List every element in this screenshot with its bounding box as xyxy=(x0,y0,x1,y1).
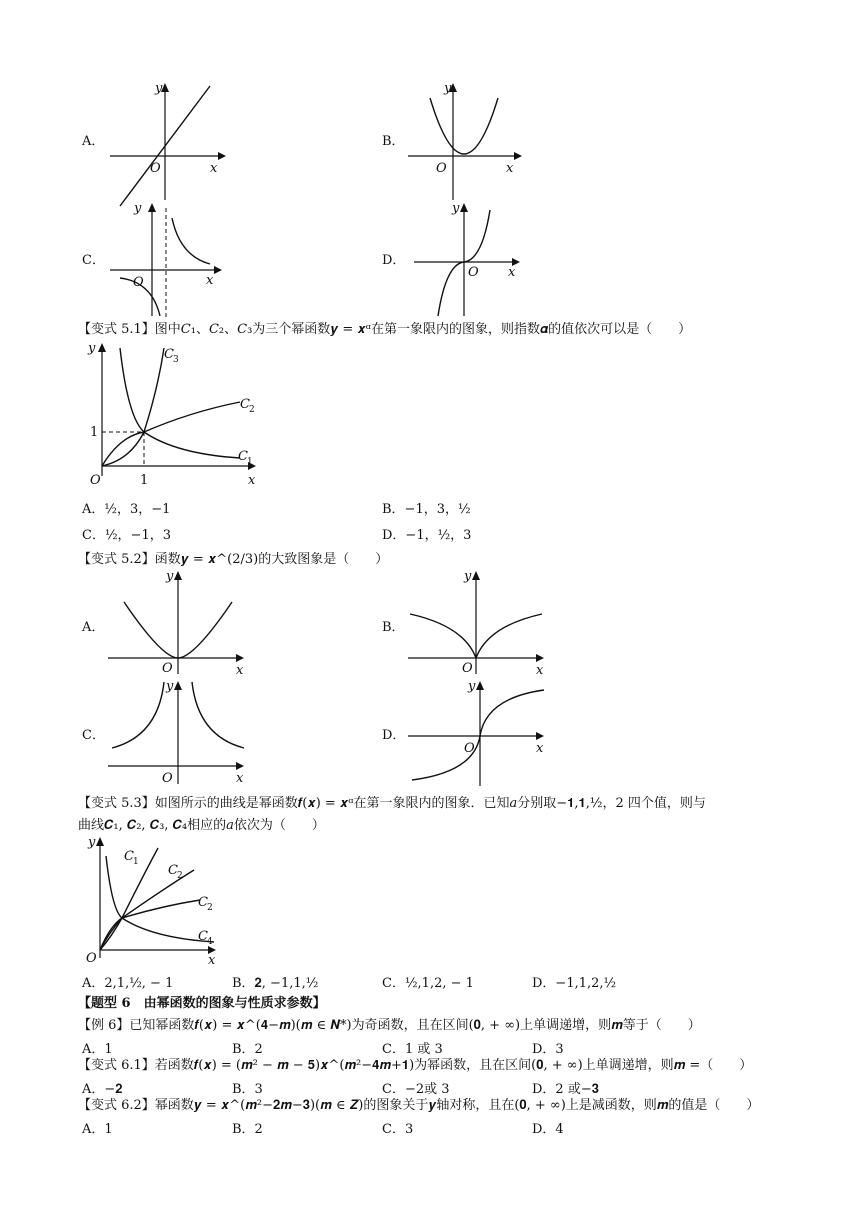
v61-option-d[interactable]: D．2 或−𝟑 xyxy=(532,1082,599,1097)
v61-option-c[interactable]: C．−2或 3 xyxy=(382,1082,450,1097)
option-b-label: B． xyxy=(382,134,405,149)
svg-text:1: 1 xyxy=(133,857,139,867)
x-label: x xyxy=(508,265,516,280)
v53-option-d[interactable]: D．−1,1,2,½ xyxy=(532,976,617,991)
svg-text:2: 2 xyxy=(249,405,255,415)
svg-text:x: x xyxy=(208,953,216,968)
graph-c xyxy=(100,198,240,320)
e6-stem: 【例 6】已知幂函数𝒇(𝒙) = 𝒙^(𝟒−𝒎)(𝒎 ∈ 𝑵*)为奇函数，且在区间(𝟎, + ∞)上单调递增，则𝒎等于（ ） xyxy=(78,1018,701,1033)
graph-d xyxy=(406,198,536,320)
svg-text:2: 2 xyxy=(207,903,213,913)
v61-option-a[interactable]: A．−𝟐 xyxy=(82,1082,123,1097)
svg-text:y: y xyxy=(166,679,174,694)
v52-option-a-label[interactable]: A． xyxy=(82,620,105,635)
v62-option-a[interactable]: A．1 xyxy=(82,1122,113,1137)
svg-text:O: O xyxy=(162,661,173,676)
tick-1-y: 1 xyxy=(90,425,99,440)
v52-graph-d xyxy=(404,676,554,788)
svg-text:O: O xyxy=(86,951,97,966)
x-label: x xyxy=(210,161,218,176)
x-label: x xyxy=(206,273,214,288)
c1-label: C xyxy=(238,449,248,464)
tick-1-x: 1 xyxy=(140,473,149,488)
v62-option-d[interactable]: D．4 xyxy=(532,1122,564,1137)
svg-text:x: x xyxy=(236,663,244,678)
v53-figure xyxy=(82,834,232,968)
svg-text:O: O xyxy=(464,741,475,756)
v52-option-b-label[interactable]: B． xyxy=(382,620,405,635)
option-a-label: A． xyxy=(82,134,105,149)
y-label: y xyxy=(134,201,142,216)
v62-option-b[interactable]: B．2 xyxy=(232,1122,263,1137)
svg-text:x: x xyxy=(236,771,244,786)
v52-option-c-label[interactable]: C． xyxy=(82,728,105,743)
y-label: y xyxy=(88,341,96,356)
svg-text:x: x xyxy=(536,741,544,756)
v51-figure xyxy=(80,338,270,486)
v62-stem: 【变式 6.2】幂函数𝒚 = 𝒙^(𝒎²−𝟐𝒎−𝟑)(𝒎 ∈ 𝒁)的图象关于𝒚轴对称，且在(𝟎, + ∞)上是减函数，则𝒎的值是（ ） xyxy=(78,1098,760,1113)
c4-label: C xyxy=(198,929,208,944)
y-label: y xyxy=(452,201,460,216)
svg-text:1: 1 xyxy=(247,457,253,467)
c2-label-second: C xyxy=(198,895,208,910)
v61-stem: 【变式 6.1】若函数𝒇(𝒙) = (𝒎² − 𝒎 − 𝟓)𝒙^(𝒎²−𝟒𝒎+𝟏)为幂函数，且在区间(𝟎, + ∞)上单调递增，则𝒎 =（ ） xyxy=(78,1058,753,1073)
v52-graph-b xyxy=(404,566,554,678)
v51-option-b[interactable]: B．−1，3，½ xyxy=(382,502,471,517)
v53-stem-line1: 【变式 5.3】如图所示的曲线是幂函数𝒇(𝒙) = 𝒙ᵅ在第一象限内的图象．已知𝑎分别取−𝟏,𝟏,½，2 四个值，则与 xyxy=(78,796,706,811)
v53-option-c[interactable]: C．½,1,2, − 1 xyxy=(382,976,474,991)
option-d-label: D． xyxy=(382,253,406,268)
option-c-label: C． xyxy=(82,253,105,268)
graph-b xyxy=(398,78,538,208)
y-label: y xyxy=(155,81,163,96)
origin-label: O xyxy=(150,161,161,176)
svg-text:x: x xyxy=(536,663,544,678)
origin-label: O xyxy=(436,161,447,176)
c1-label: C xyxy=(124,849,134,864)
v51-option-a[interactable]: A．½，3，−1 xyxy=(82,502,171,517)
svg-text:y: y xyxy=(166,569,174,584)
c2-label: C xyxy=(240,397,250,412)
svg-text:y: y xyxy=(464,569,472,584)
e6-option-c[interactable]: C．1 或 3 xyxy=(382,1042,443,1057)
v52-stem: 【变式 5.2】函数𝒚 = 𝒙^(2/3)的大致图象是（ ） xyxy=(78,552,389,567)
x-label: x xyxy=(506,161,514,176)
y-label: y xyxy=(444,81,452,96)
v62-option-c[interactable]: C．3 xyxy=(382,1122,414,1137)
v51-stem: 【变式 5.1】图中𝐶₁、𝐶₂、𝐶₃为三个幂函数𝒚 = 𝒙ᵅ在第一象限内的图象，则指数𝜶的值依次可以是（ ） xyxy=(78,322,692,337)
v61-option-b[interactable]: B．3 xyxy=(232,1082,263,1097)
origin-label: O xyxy=(133,275,144,290)
svg-text:3: 3 xyxy=(173,355,179,365)
e6-option-d[interactable]: D．3 xyxy=(532,1042,564,1057)
svg-text:O: O xyxy=(162,771,173,786)
svg-text:4: 4 xyxy=(207,937,213,947)
v52-graph-a xyxy=(102,566,252,678)
origin-label: O xyxy=(468,265,479,280)
v51-option-c[interactable]: C．½，−1，3 xyxy=(82,528,171,543)
v53-option-a[interactable]: A．2,1,½, − 1 xyxy=(82,976,174,991)
x-label: x xyxy=(248,473,256,488)
v51-option-d[interactable]: D．−1，½，3 xyxy=(382,528,472,543)
svg-text:y: y xyxy=(88,835,96,850)
v52-graph-c xyxy=(102,676,252,788)
svg-text:2: 2 xyxy=(177,871,183,881)
e6-option-b[interactable]: B．2 xyxy=(232,1042,263,1057)
svg-text:O: O xyxy=(462,661,473,676)
v52-option-d-label[interactable]: D． xyxy=(382,728,406,743)
origin-label: O xyxy=(90,473,101,488)
c2-label: C xyxy=(168,863,178,878)
svg-text:y: y xyxy=(468,679,476,694)
section-title: 【题型 6 由幂函数的图象与性质求参数】 xyxy=(78,996,326,1011)
graph-a xyxy=(100,78,240,208)
v53-stem-line2: 曲线𝑪₁, 𝑪₂, 𝑪₃, 𝑪₄相应的𝑎依次为（ ） xyxy=(78,818,325,833)
c3-label: C xyxy=(164,347,174,362)
e6-option-a[interactable]: A．1 xyxy=(82,1042,113,1057)
v53-option-b[interactable]: B．𝟐, −1,1,½ xyxy=(232,976,319,991)
